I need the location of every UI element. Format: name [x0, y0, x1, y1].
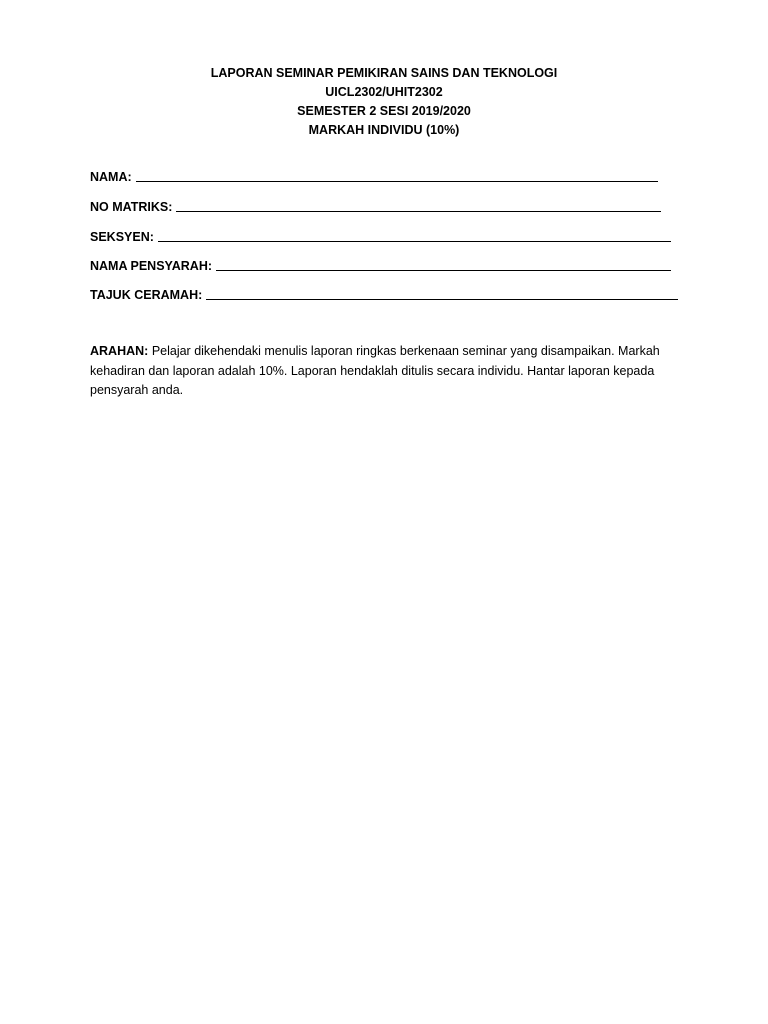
- nama-field: [90, 167, 658, 185]
- nama-pensyarah-field: [90, 256, 671, 274]
- nama-label: NAMA:: [90, 170, 132, 184]
- tajuk-ceramah-blank-line: [206, 299, 678, 300]
- document-header: [0, 64, 768, 140]
- tajuk-ceramah-field: [90, 285, 678, 303]
- seksyen-blank-line: [158, 241, 671, 242]
- report-title: LAPORAN SEMINAR PEMIKIRAN SAINS DAN TEKNOLOGI: [210, 66, 558, 80]
- seksyen-field: [90, 227, 671, 245]
- tajuk-ceramah-label: TAJUK CERAMAH:: [90, 288, 203, 302]
- seksyen-label: SEKSYEN:: [90, 230, 154, 244]
- nama-pensyarah-label: NAMA PENSYARAH:: [90, 259, 213, 273]
- instructions-paragraph: [90, 342, 680, 401]
- course-code: UICL2302/UHIT2302: [325, 85, 443, 99]
- no-matriks-label: NO MATRIKS:: [90, 200, 173, 214]
- instructions-text: Pelajar dikehendaki menulis laporan ringkas berkenaan seminar yang disampaikan. Markah kehadiran dan laporan adalah 10%. Laporan hendaklah ditulis secara individu. Hantar laporan kepada pensyarah anda.: [90, 344, 660, 397]
- marks-info: MARKAH INDIVIDU (10%): [308, 123, 460, 137]
- nama-pensyarah-blank-line: [216, 270, 671, 271]
- no-matriks-field: [90, 197, 661, 215]
- no-matriks-blank-line: [176, 211, 661, 212]
- instructions-label: ARAHAN:: [90, 344, 149, 358]
- semester-session: SEMESTER 2 SESI 2019/2020: [297, 104, 471, 118]
- nama-blank-line: [136, 181, 658, 182]
